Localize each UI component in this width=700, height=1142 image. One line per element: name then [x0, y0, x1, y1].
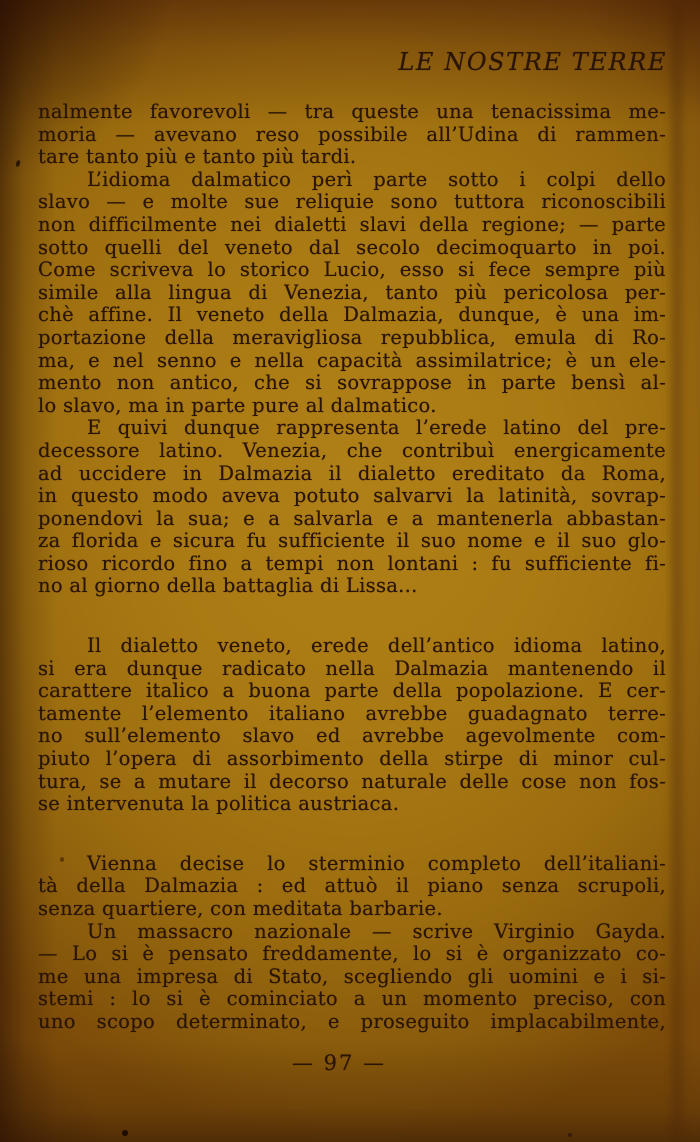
paragraph	[38, 635, 666, 816]
text-line: sotto quelli del veneto dal secolo decimoquarto in poi.	[38, 235, 666, 259]
text-line: mento non antico, che si sovrappose in parte bensì al-	[38, 371, 666, 395]
ink-speck	[60, 857, 64, 862]
paragraph	[38, 921, 666, 1034]
ink-speck	[568, 1133, 572, 1137]
text-line: ad uccidere in Dalmazia il dialetto ereditato da Roma,	[38, 461, 666, 485]
text-line: chè affine. Il veneto della Dalmazia, dunque, è una im-	[38, 303, 666, 327]
text-line: rioso ricordo fino a tempi non lontani : fu sufficiente fi-	[38, 551, 666, 575]
text-line: tà della Dalmazia : ed attuò il piano senza scrupoli,	[38, 874, 666, 898]
text-line: si era dunque radicato nella Dalmazia mantenendo il	[38, 656, 666, 680]
text-line: uno scopo determinato, e proseguito implacabilmente,	[38, 1009, 666, 1033]
text-line: no al giorno della battaglia di Lissa...	[38, 574, 418, 598]
text-line: tura, se a mutare il decorso naturale delle cose non fos-	[38, 769, 666, 793]
text-line: Vienna decise lo sterminio completo dell’italiani-	[87, 851, 666, 875]
page-edge-shadow	[671, 0, 683, 1142]
text-line: me una impresa di Stato, scegliendo gli uomini e i si-	[38, 964, 666, 988]
paragraph	[38, 417, 666, 598]
text-line: ma, e nel senno e nella capacità assimilatrice; è un ele-	[38, 348, 666, 372]
paragraph-continuation	[38, 101, 666, 169]
text-line: nalmente favorevoli — tra queste una tenacissima me-	[38, 100, 666, 123]
text-line: in questo modo aveva potuto salvarvi la latinità, sovrap-	[38, 484, 666, 508]
text-line: Come scriveva lo storico Lucio, esso si fece sempre più	[38, 258, 666, 282]
text-line: stemi : lo si è cominciato a un momento preciso, con	[38, 987, 666, 1011]
text-line: lo slavo, ma in parte pure al dalmatico.	[38, 393, 437, 417]
paragraph	[38, 169, 666, 418]
text-line: za florida e sicura fu sufficiente il suo nome e il suo glo-	[38, 529, 666, 553]
text-line: tare tanto più e tanto più tardi.	[38, 145, 357, 169]
text-line: piuto l’opera di assorbimento della stirpe di minor cul-	[38, 747, 666, 771]
text-line: tamente l’elemento italiano avrebbe guadagnato terre-	[38, 701, 666, 725]
text-line: se intervenuta la politica austriaca.	[38, 792, 400, 816]
text-line: non difficilmente nei dialetti slavi della regione; — parte	[38, 212, 666, 236]
text-line: — Lo si è pensato freddamente, lo si è organizzato co-	[38, 942, 666, 966]
text-line: slavo — e molte sue reliquie sono tuttora riconoscibili	[38, 190, 666, 214]
text-line: Il dialetto veneto, erede dell’antico idioma latino,	[87, 634, 666, 658]
text-line: no sull’elemento slavo ed avrebbe agevolmente com-	[38, 724, 666, 748]
text-line: portazione della meravigliosa repubblica, emula di Ro-	[38, 325, 666, 349]
text-line: simile alla lingua di Venezia, tanto più pericolosa per-	[38, 280, 666, 304]
text-line: L’idioma dalmatico perì parte sotto i colpi dello	[87, 167, 666, 191]
ink-speck	[122, 1130, 128, 1136]
ink-speck	[15, 160, 21, 168]
text-line: moria — avevano reso possibile all’Udina di rammen-	[38, 122, 666, 146]
text-line: Un massacro nazionale — scrive Virginio Gayda.	[87, 919, 666, 943]
text-line: ponendovi la sua; e a salvarla e a mantenerla abbastan-	[38, 506, 666, 530]
page-number: — 97 —	[291, 1051, 387, 1075]
text-line: senza quartiere, con meditata barbarie.	[38, 897, 443, 920]
text-line: E quivi dunque rappresenta l’erede latino del pre-	[87, 416, 666, 440]
text-line: decessore latino. Venezia, che contribuì energicamente	[38, 438, 666, 462]
text-line: carattere italico a buona parte della popolazione. E cer-	[38, 679, 666, 703]
running-header: LE NOSTRE TERRE	[398, 48, 667, 76]
paragraph	[38, 853, 666, 921]
text-block	[38, 101, 666, 1034]
